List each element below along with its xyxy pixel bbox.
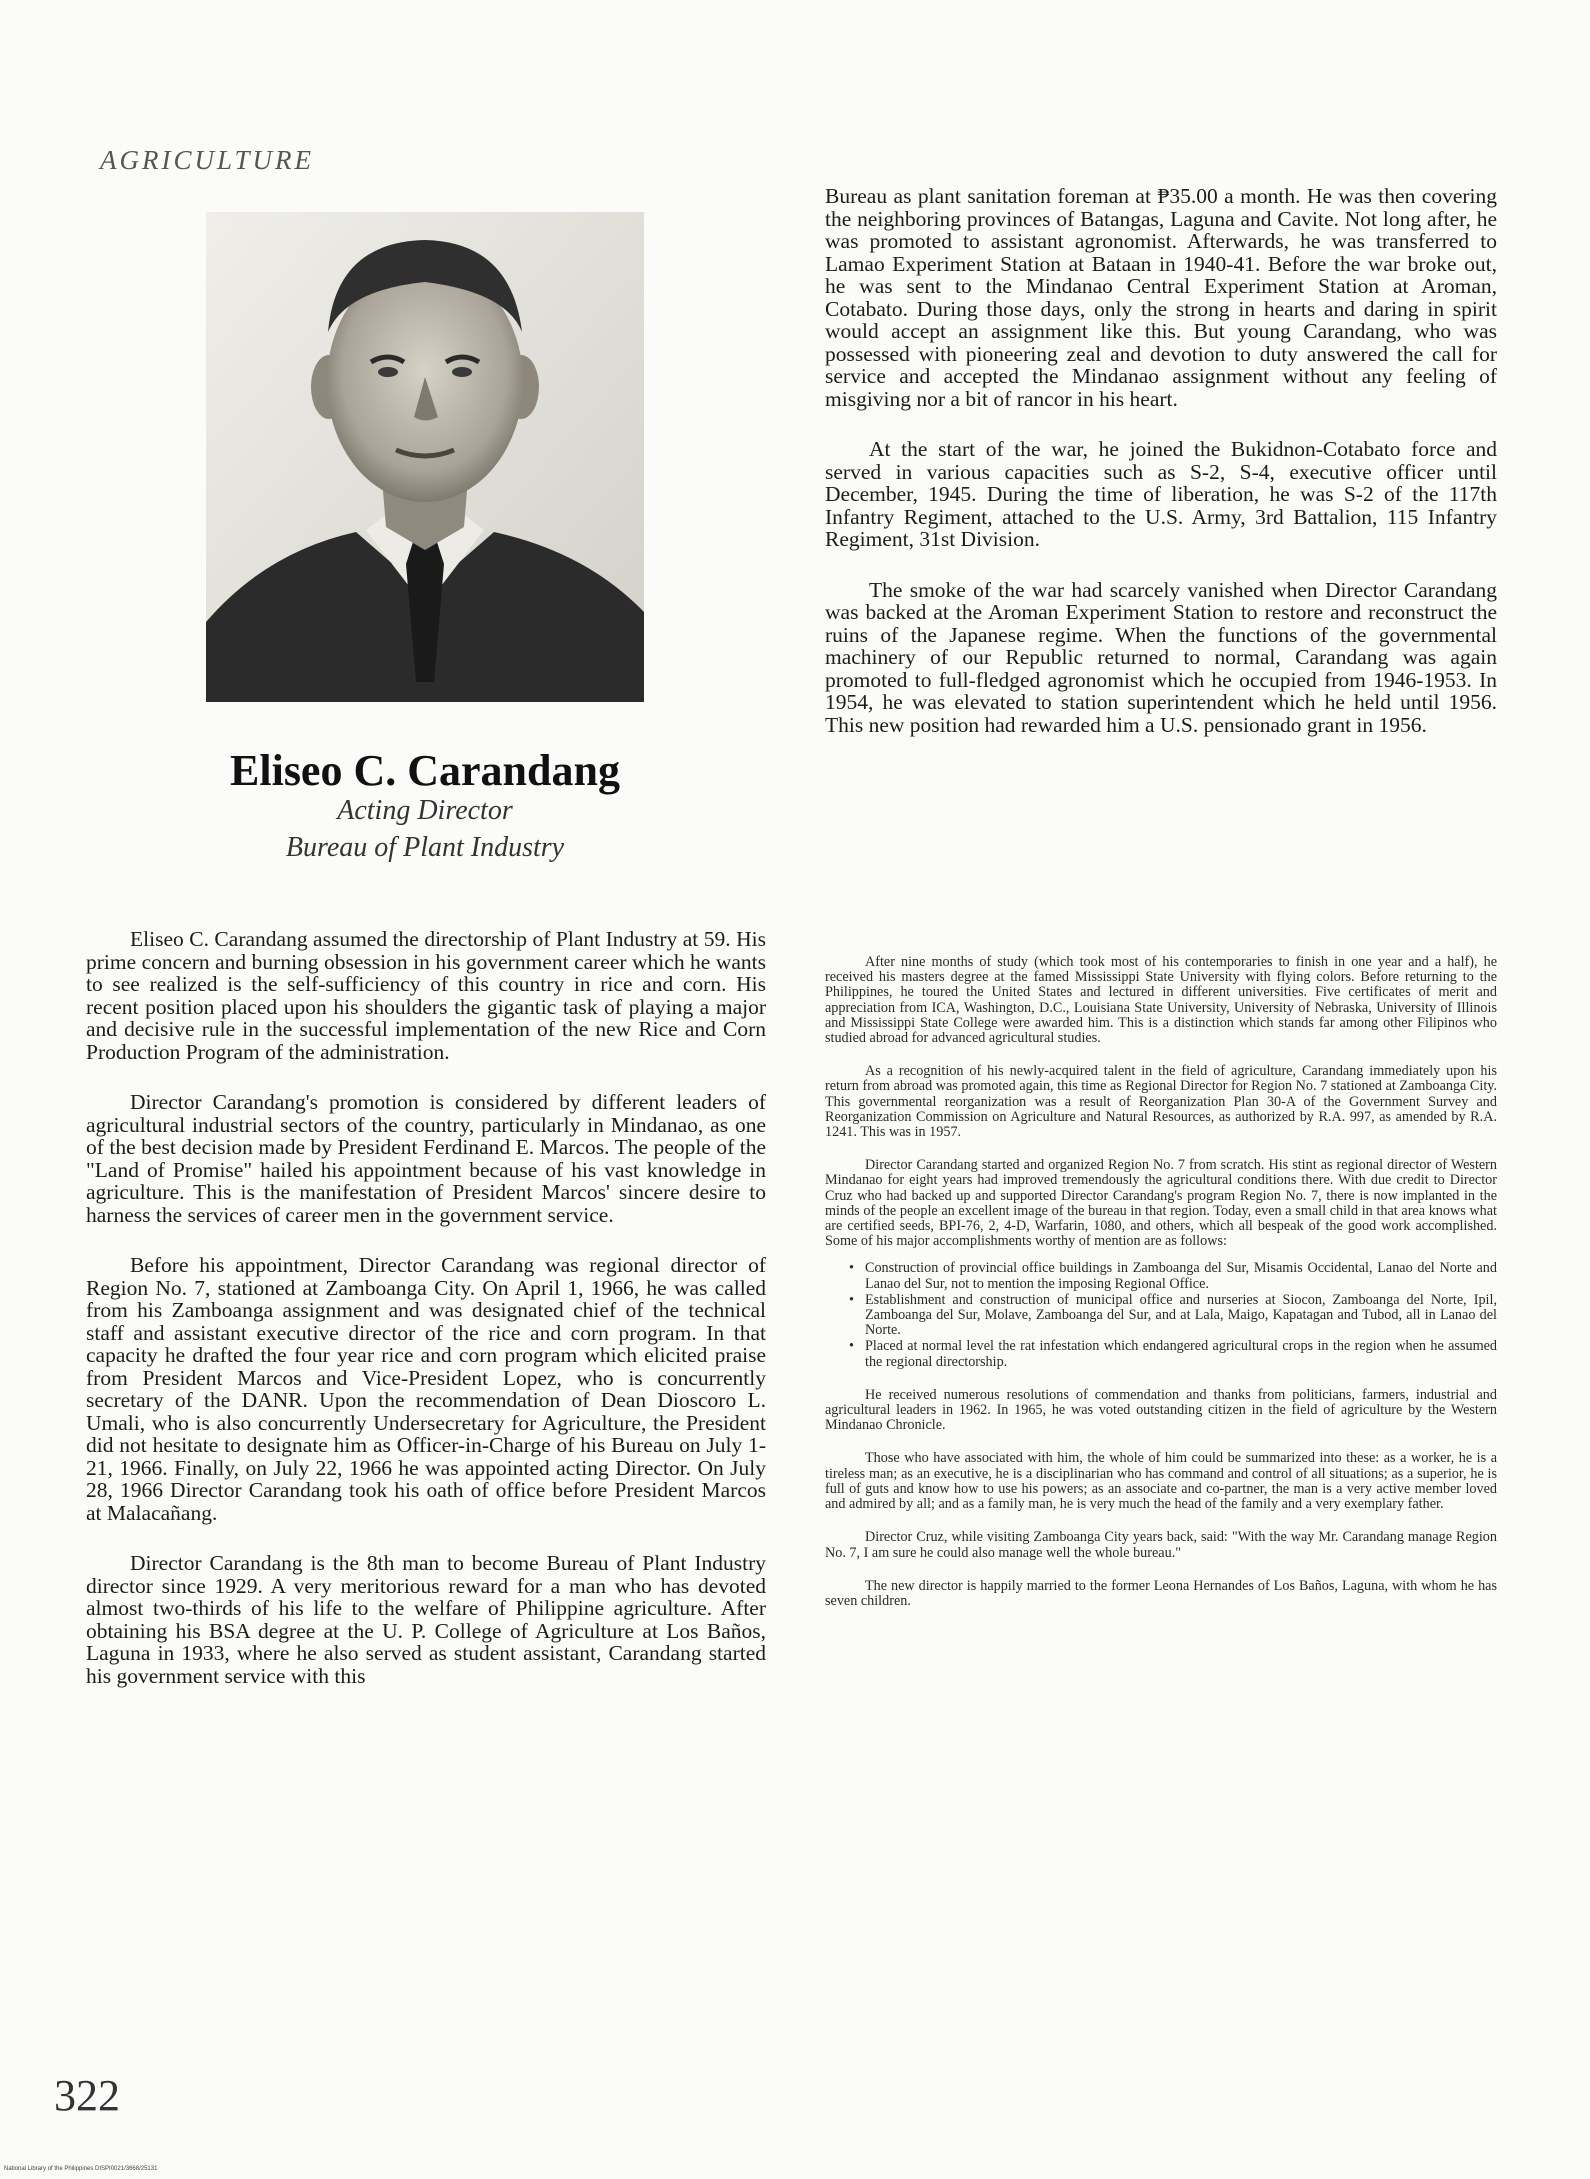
body-paragraph: Director Carandang is the 8th man to become Bureau of Plant Industry director since 1929. A very meritorious reward for a man who has devoted almost two-thirds of his life to the welfare of Philippine agriculture. After obtaining his BSA degree at the U. P. College of Agriculture at Los Baños, Laguna in 1933, where he also served as student assistant, Carandang started his government service with this [86,1551,766,1688]
small-paragraph: Director Cruz, while visiting Zamboanga City years back, said: "With the way Mr. Carandang manage Region No. 7, I am sure he could also manage well the whole bureau." [825,1529,1497,1561]
body-paragraph: Before his appointment, Director Carandang was regional director of Region No. 7, stationed at Zamboanga City. On April 1, 1966, he was called from his Zamboanga assignment and was designated chief of the technical staff and assistant executive director of the rice and corn program. In that capacity he drafted the four year rice and corn program which elicited praise from President Marcos and Vice-President Lopez, who is concurrently secretary of the DANR. Upon the recommendation of Dean Dioscoro L. Umali, who is also concurrently Undersecretary for Agriculture, the President did not hesitate to designate him as Officer-in-Charge of his Bureau on July 1-21, 1966. Finally, on July 22, 1966 he was appointed acting Director. On July 28, 1966 Director Carandang took his oath of office before President Marcos at Malacañang. [86,1253,766,1525]
small-paragraph: As a recognition of his newly-acquired talent in the field of agriculture, Carandang immediately upon his return from abroad was promoted again, this time as Regional Director for Region No. 7 stationed at Zamboanga City. This governmental reorganization was a result of Reorganization Plan 30-A of the Government Survey and Reorganization Commission on Agriculture and Natural Resources, as authorized by R.A. 997, as amended by R.A. 1241. This was in 1957. [825,1063,1497,1141]
body-paragraph: Bureau as plant sanitation foreman at ₱35.00 a month. He was then covering the neighboring provinces of Batangas, Laguna and Cavite. Not long after, he was promoted to assistant agronomist. Afterwards, he was transferred to Lamao Experiment Station at Bataan in 1940-41. Before the war broke out, he was sent to the Mindanao Central Experiment Station at Aroman, Cotabato. During those days, only the strong in hearts and daring in spirit would accept an assignment like this. But young Carandang, who was possessed with pioneering zeal and devotion to duty answered the call for service and accepted the Mindanao assignment without any feeling of misgiving nor a bit of rancor in his heart. [825,184,1497,411]
body-paragraph: At the start of the war, he joined the Bukidnon-Cotabato force and served in various capacities such as S-2, S-4, executive officer until December, 1945. During the time of liberation, he was S-2 of the 117th Infantry Regiment, attached to the U.S. Army, 3rd Battalion, 115 Infantry Regiment, 31st Division. [825,437,1497,551]
list-item: • Construction of provincial office buildings in Zamboanga del Sur, Misamis Occidental, Lanao del Norte and Lanao del Sur, not to mention the imposing Regional Office. [849,1261,1497,1291]
small-paragraph: Those who have associated with him, the whole of him could be summarized into these: as a worker, he is a tireless man; as an executive, he is a disciplinarian who has command and control of all situations; as a superior, he is full of guts and know how to use his powers; as an associate and co-partner, the man is a very active member loved and admired by all; and as a family man, he is very much the head of the family and a very exemplary father. [825,1450,1497,1513]
accomplishments-list [849,1261,1497,1369]
section-label: AGRICULTURE [100,145,314,175]
right-column-large [825,185,1497,764]
small-paragraph: The new director is happily married to the former Leona Hernandes of Los Baños, Laguna, with whom he has seven children. [825,1577,1497,1609]
list-item: • Placed at normal level the rat infestation which endangered agricultural crops in the region when he assumed the regional directorship. [849,1339,1497,1369]
small-paragraph: After nine months of study (which took most of his contemporaries to finish in one year and a half), he received his masters degree at the famed Mississippi State University with flying colors. Before returning to the Philippines, he toured the United States and lectured in different universities. Five certificates of merit and appreciation from ICA, Washington, D.C., Louisiana State University, University of Nebraska, University of Illinois and Mississippi State College were awarded him. This is a distinction which stands far among other Filipinos who studied abroad for advanced agricultural studies. [825,954,1497,1047]
person-title: Acting Director [337,795,513,826]
footer-credit: National Library of the Philippines DISPI0021/3668/25131 [4,2166,158,2172]
page-number: 322 [54,2071,120,2120]
person-bureau: Bureau of Plant Industry [285,832,565,863]
body-paragraph: Eliseo C. Carandang assumed the directorship of Plant Industry at 59. His prime concern and burning obsession in his government career which he wants to see realized is the self-sufficiency of this country in rice and corn. His recent position placed upon his shoulders the gigantic task of playing a major and decisive rule in the successful implementation of the new Rice and Corn Production Program of the administration. [86,927,766,1064]
body-paragraph: Director Carandang's promotion is considered by different leaders of agricultural industrial sectors of the country, particularly in Mindanao, as one of the best decision made by President Ferdinand E. Marcos. The people of the "Land of Promise" hailed his appointment because of his vast knowledge in agriculture. This is the manifestation of President Marcos' sincere desire to harness the services of career men in the government service. [86,1090,766,1227]
right-column-small [825,955,1497,1627]
list-item: • Establishment and construction of municipal office and nurseries at Siocon, Zamboanga del Norte, Ipil, Zamboanga del Sur, Molave, Zamboanga del Sur, and at Lala, Maigo, Kapatagan and Tubod, all in Lanao del Norte. [849,1293,1497,1339]
small-paragraph: Director Carandang started and organized Region No. 7 from scratch. His stint as regional director of Western Mindanao for eight years had improved tremendously the agricultural conditions there. With due credit to Director Cruz who had backed up and supported Director Carandang's program Region No. 7, there is now implanted in the minds of the people an excellent image of the bureau in that region. Today, even a small child in that area knows what are certified seeds, BPI-76, 2, 4-D, Warfarin, 1080, and others, which all bespeak of the good work accomplished. Some of his major accomplishments worthy of mention are as follows: [825,1157,1497,1250]
left-column [86,928,766,1715]
body-paragraph: The smoke of the war had scarcely vanished when Director Carandang was backed at the Aroman Experiment Station to restore and reconstruct the ruins of the Japanese regime. When the functions of the governmental machinery of our Republic returned to normal, Carandang was again promoted to full-fledged agronomist which he occupied from 1946-1953. In 1954, he was elevated to station superintendent which he held until 1956. This new position had rewarded him a U.S. pensionado grant in 1956. [825,577,1497,737]
small-paragraph: He received numerous resolutions of commendation and thanks from politicians, farmers, industrial and agricultural leaders in 1962. In 1965, he was voted outstanding citizen in the field of agriculture by the Western Mindanao Chronicle. [825,1386,1497,1434]
person-name: Eliseo C. Carandang [230,746,620,795]
portrait-photo [206,212,644,702]
